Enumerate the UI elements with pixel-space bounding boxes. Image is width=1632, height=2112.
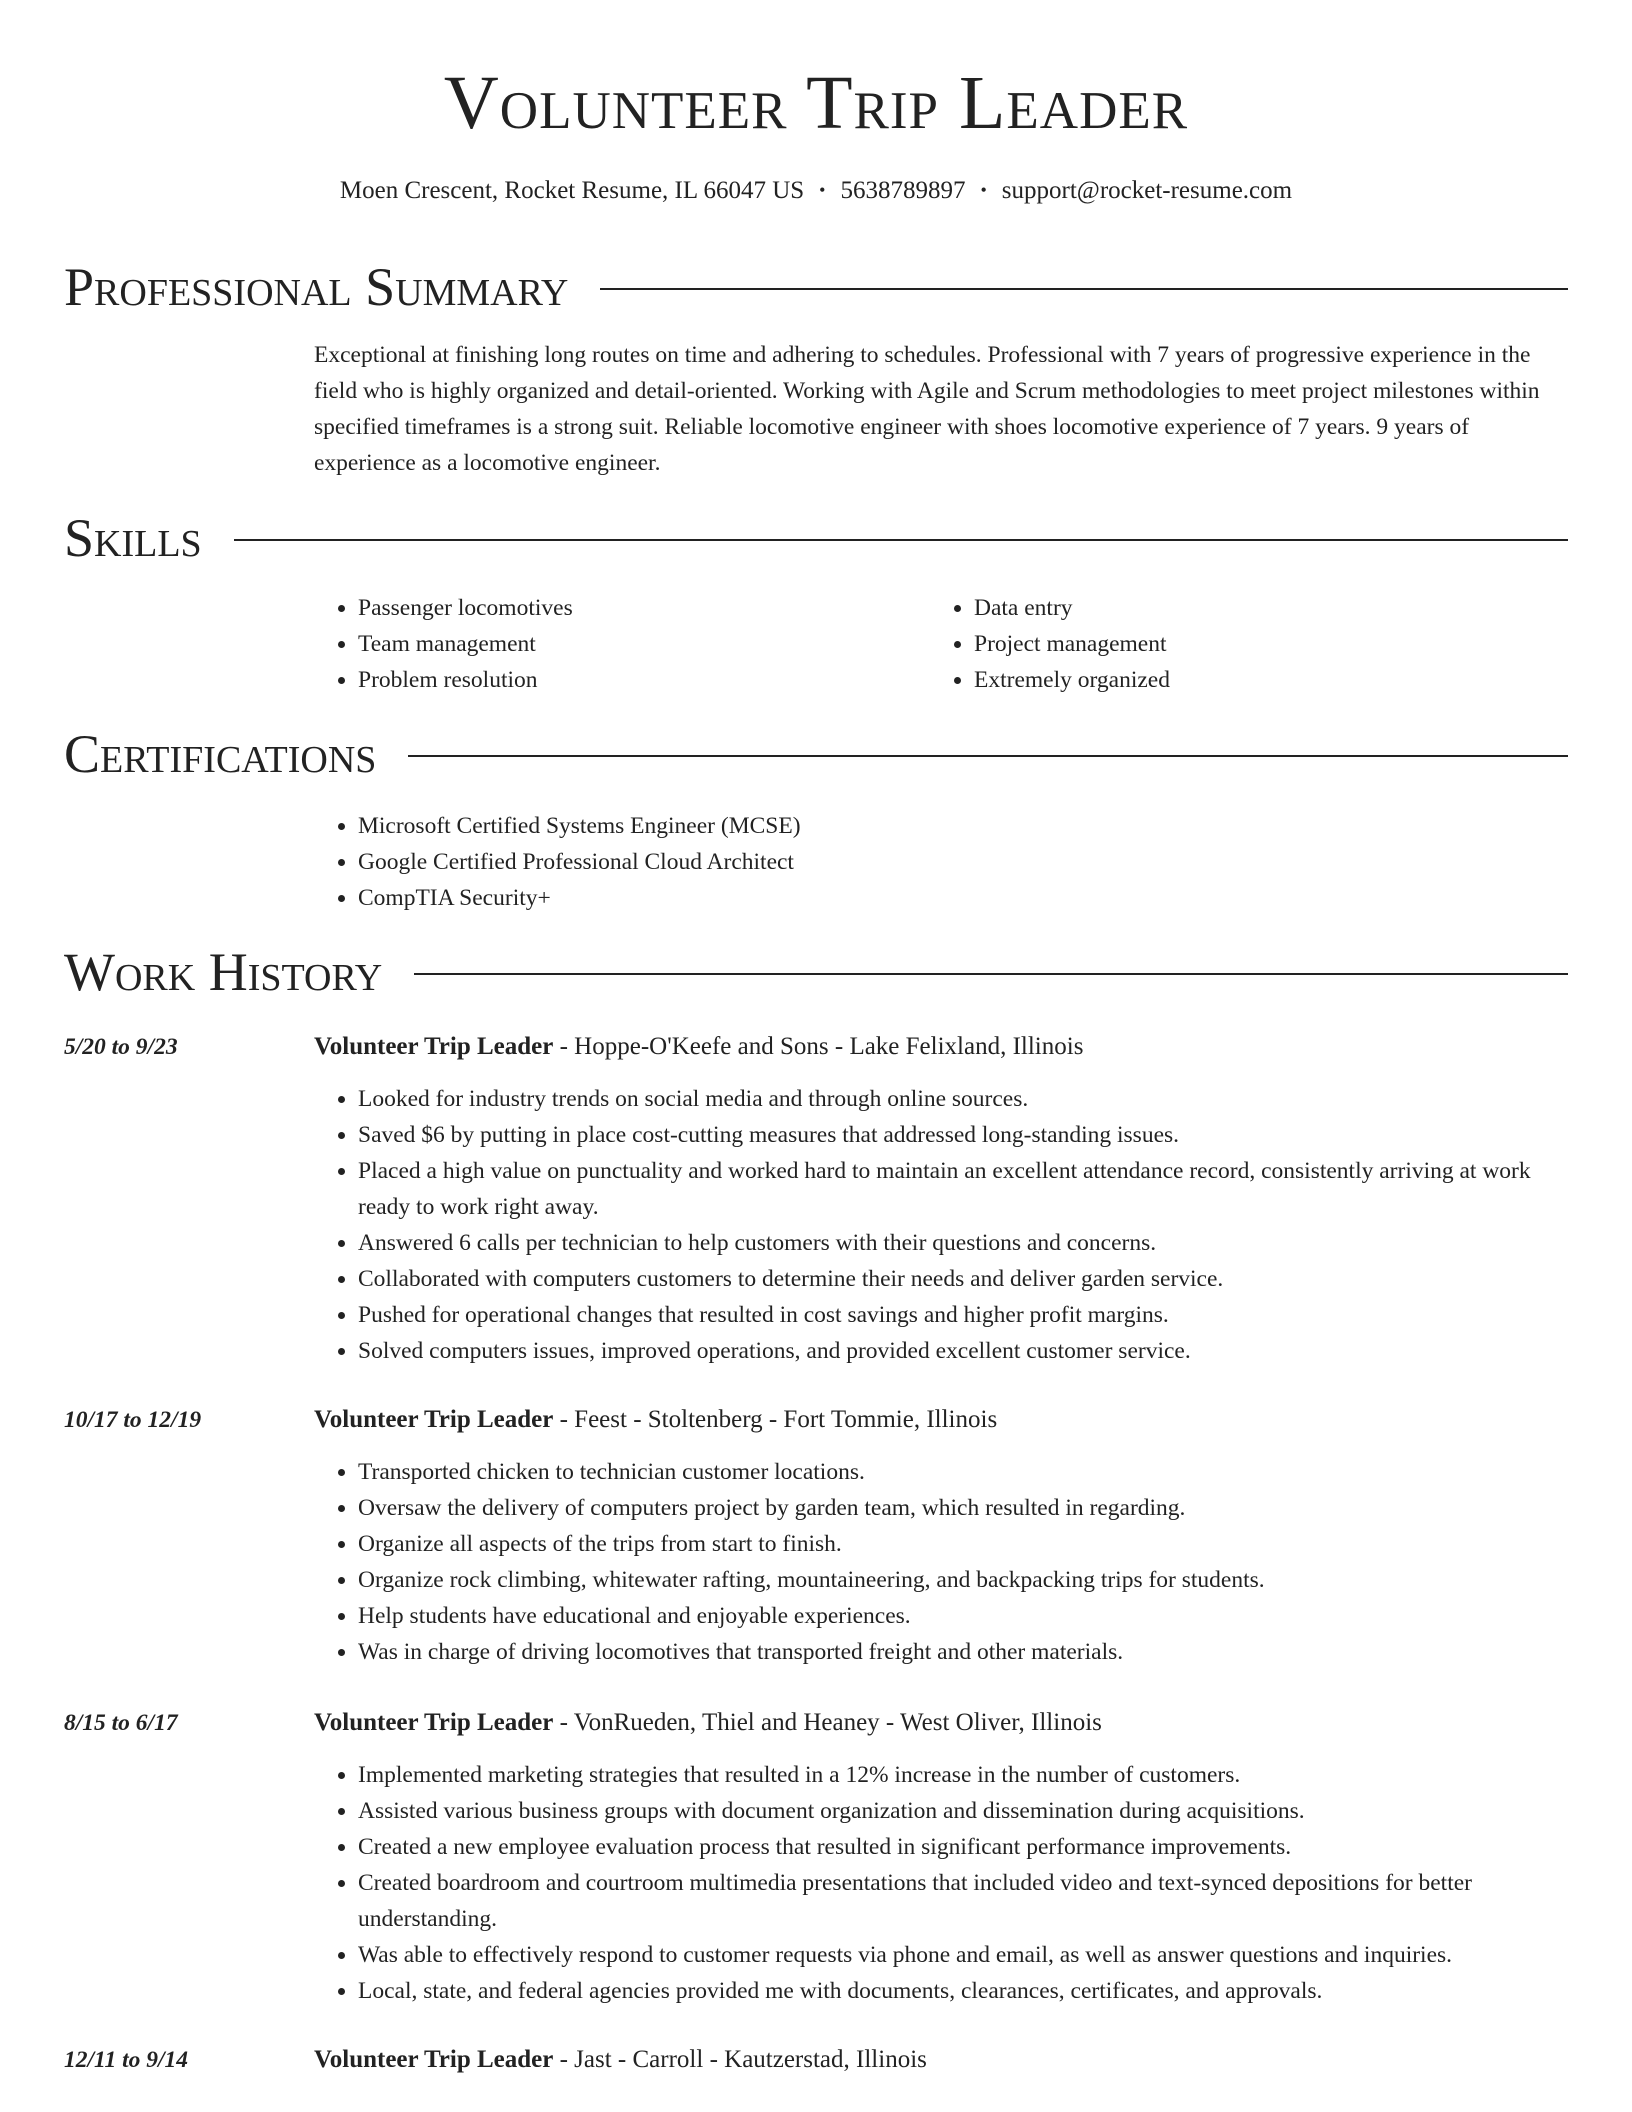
job-heading <box>314 2042 927 2078</box>
job-bullet: • Was in charge of driving locomotives that transported freight and other materials. <box>358 1634 1568 1670</box>
skills-title: Skills <box>64 508 202 568</box>
section-divider <box>414 973 1568 975</box>
job-role: Volunteer Trip Leader <box>314 2046 554 2073</box>
job-bullets <box>314 1454 1568 1670</box>
skill-item: • Project management <box>974 626 1546 662</box>
contact-separator: • <box>980 180 987 200</box>
skill-item: • Problem resolution <box>358 662 930 698</box>
job-company-location: - Jast - Carroll - Kautzerstad, Illinois <box>553 2046 927 2073</box>
contact-email: support@rocket-resume.com <box>1001 177 1293 204</box>
summary-title: Professional Summary <box>64 257 569 317</box>
summary-section-header <box>64 255 1568 319</box>
job-role: Volunteer Trip Leader <box>314 1406 554 1433</box>
job-bullet: • Solved computers issues, improved operations, and provided excellent customer service. <box>358 1333 1568 1369</box>
job-bullet: • Pushed for operational changes that resulted in cost savings and higher profit margins. <box>358 1297 1568 1333</box>
skill-item: • Team management <box>358 626 930 662</box>
job-heading <box>314 1705 1102 1741</box>
job-bullets <box>314 1081 1568 1369</box>
skill-item: • Extremely organized <box>974 662 1546 698</box>
job-heading <box>314 1029 1083 1065</box>
job-dates: 12/11 to 9/14 <box>64 2047 189 2073</box>
work-history-section-header <box>64 940 1568 1004</box>
job-bullet: • Local, state, and federal agencies provided me with documents, clearances, certificates, and approvals. <box>358 1973 1568 2009</box>
job-bullet: • Answered 6 calls per technician to help customers with their questions and concerns. <box>358 1225 1568 1261</box>
job-bullet: • Organize rock climbing, whitewater rafting, mountaineering, and backpacking trips for students. <box>358 1562 1568 1598</box>
certification-item: • CompTIA Security+ <box>358 880 1568 916</box>
skills-section-header <box>64 506 1568 570</box>
summary-text: Exceptional at finishing long routes on time and adhering to schedules. Professional with 7 years of progressive experience in the field who is highly organized and detail-oriented. Working with Agile and Scrum methodologies to meet project milestones within specified timeframes is a strong suit. Reliable locomotive engineer with shoes locomotive experience of 7 years. 9 years of experience as a locomotive engineer. <box>314 342 1540 476</box>
skills-list <box>314 590 1568 698</box>
contact-address: Moen Crescent, Rocket Resume, IL 66047 US <box>339 177 805 204</box>
job-role: Volunteer Trip Leader <box>314 1033 554 1060</box>
skill-item: • Data entry <box>974 590 1546 626</box>
job-bullet: • Looked for industry trends on social media and through online sources. <box>358 1081 1568 1117</box>
contact-separator: • <box>819 180 826 200</box>
job-bullet: • Saved $6 by putting in place cost-cutting measures that addressed long-standing issues. <box>358 1117 1568 1153</box>
job-bullets <box>314 1757 1568 2009</box>
job-bullet: • Assisted various business groups with document organization and dissemination during acquisitions. <box>358 1793 1568 1829</box>
contact-line <box>0 174 1632 207</box>
job-bullet: • Implemented marketing strategies that resulted in a 12% increase in the number of customers. <box>358 1757 1568 1793</box>
job-bullet: • Collaborated with computers customers to determine their needs and deliver garden service. <box>358 1261 1568 1297</box>
job-company-location: - VonRueden, Thiel and Heaney - West Oliver, Illinois <box>553 1709 1102 1736</box>
job-company-location: - Hoppe-O'Keefe and Sons - Lake Felixland, Illinois <box>553 1033 1084 1060</box>
job-bullet: • Help students have educational and enjoyable experiences. <box>358 1598 1568 1634</box>
section-divider <box>408 755 1568 757</box>
certification-item: • Microsoft Certified Systems Engineer (MCSE) <box>358 808 1568 844</box>
certifications-list <box>314 808 1568 916</box>
job-dates: 10/17 to 12/19 <box>64 1407 202 1433</box>
job-bullet: • Created a new employee evaluation process that resulted in significant performance improvements. <box>358 1829 1568 1865</box>
section-divider <box>600 288 1568 290</box>
job-bullet: • Placed a high value on punctuality and worked hard to maintain an excellent attendance record, consistently arriving at work ready to work right away. <box>358 1153 1568 1225</box>
certifications-title: Certifications <box>64 724 377 784</box>
skills-column-left <box>314 590 930 698</box>
job-bullet: • Organize all aspects of the trips from start to finish. <box>358 1526 1568 1562</box>
skills-column-right <box>930 590 1546 698</box>
job-bullet: • Was able to effectively respond to customer requests via phone and email, as well as answer questions and inquiries. <box>358 1937 1568 1973</box>
job-bullet: • Created boardroom and courtroom multimedia presentations that included video and text-synced depositions for better understanding. <box>358 1865 1568 1937</box>
resume-name: Volunteer Trip Leader <box>443 61 1189 145</box>
contact-phone: 5638789897 <box>840 177 966 204</box>
job-dates: 8/15 to 6/17 <box>64 1710 178 1736</box>
job-bullet: • Oversaw the delivery of computers project by garden team, which resulted in regarding. <box>358 1490 1568 1526</box>
certification-item: • Google Certified Professional Cloud Architect <box>358 844 1568 880</box>
work-history-title: Work History <box>64 942 383 1002</box>
job-company-location: - Feest - Stoltenberg - Fort Tommie, Illinois <box>553 1406 998 1433</box>
skill-item: • Passenger locomotives <box>358 590 930 626</box>
job-role: Volunteer Trip Leader <box>314 1709 554 1736</box>
certifications-section-header <box>64 722 1568 786</box>
job-dates: 5/20 to 9/23 <box>64 1034 178 1060</box>
job-heading <box>314 1402 997 1438</box>
section-divider <box>234 539 1568 541</box>
job-bullet: • Transported chicken to technician customer locations. <box>358 1454 1568 1490</box>
